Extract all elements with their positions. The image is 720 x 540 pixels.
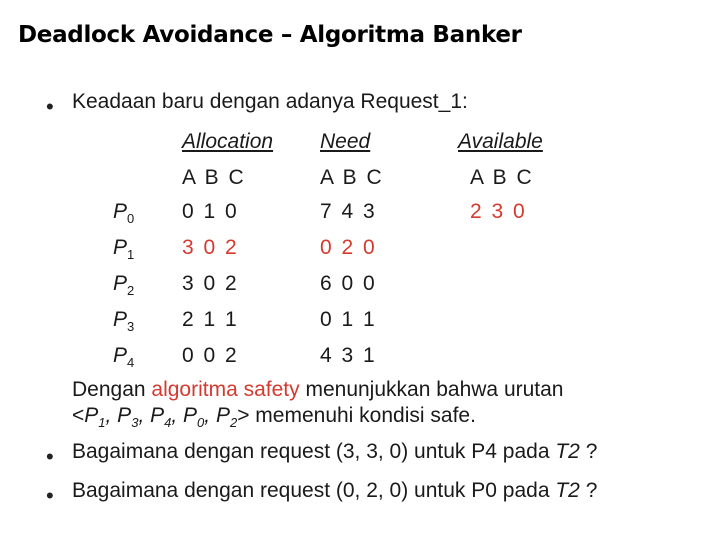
sequence-p1: $P_1$	[84, 404, 106, 431]
subheader-allocation: A B C	[182, 166, 244, 189]
allocation-p4: 0 0 2	[182, 344, 237, 367]
sequence-suffix: memenuhi kondisi safe.	[249, 404, 476, 427]
need-p1: 0 2 0	[320, 236, 375, 259]
bullet-3: •	[46, 483, 54, 508]
allocation-p1: 3 0 2	[182, 236, 237, 259]
slide-title: Deadlock Avoidance – Algoritma Banker	[18, 22, 522, 48]
conclusion-suffix: menunjukkan bahwa urutan	[299, 378, 564, 401]
process-label-p1: $P_1$	[113, 236, 135, 263]
conclusion-highlight: algoritma safety	[151, 378, 300, 401]
allocation-p2: 3 0 2	[182, 272, 237, 295]
header-allocation: Allocation	[182, 130, 274, 153]
intro-text: Keadaan baru dengan adanya Request_1:	[72, 90, 468, 113]
header-need: Need	[320, 130, 371, 153]
subheader-need: A B C	[320, 166, 382, 189]
process-label-p2: $P_2$	[113, 272, 135, 299]
question-1: Bagaimana dengan request (3, 3, 0) untuk P4 pada T2 ?	[72, 440, 598, 463]
available-value: 2 3 0	[470, 200, 525, 223]
need-p3: 0 1 1	[320, 308, 375, 331]
bullet-1: •	[46, 94, 54, 119]
sequence-close: >	[237, 404, 250, 427]
subheader-available: A B C	[470, 166, 532, 189]
bullet-2: •	[46, 444, 54, 469]
process-label-p0: $P_0$	[113, 200, 135, 227]
allocation-p0: 0 1 0	[182, 200, 237, 223]
sequence-open: <	[72, 404, 85, 427]
process-label-p3: $P_3$	[113, 308, 135, 335]
process-label-p4: $P_4$	[113, 344, 135, 371]
need-p0: 7 4 3	[320, 200, 375, 223]
need-p4: 4 3 1	[320, 344, 375, 367]
need-p2: 6 0 0	[320, 272, 375, 295]
header-available: Available	[458, 130, 543, 153]
allocation-p3: 2 1 1	[182, 308, 237, 331]
conclusion-prefix: Dengan	[72, 378, 152, 401]
question-2: Bagaimana dengan request (0, 2, 0) untuk P0 pada T2 ?	[72, 479, 598, 502]
conclusion-line-2: $<P_1$, $P_3$, $P_4$, $P_0$, $P_2>$ memenuhi kondisi safe.	[72, 404, 476, 431]
conclusion-line-1	[72, 378, 563, 402]
